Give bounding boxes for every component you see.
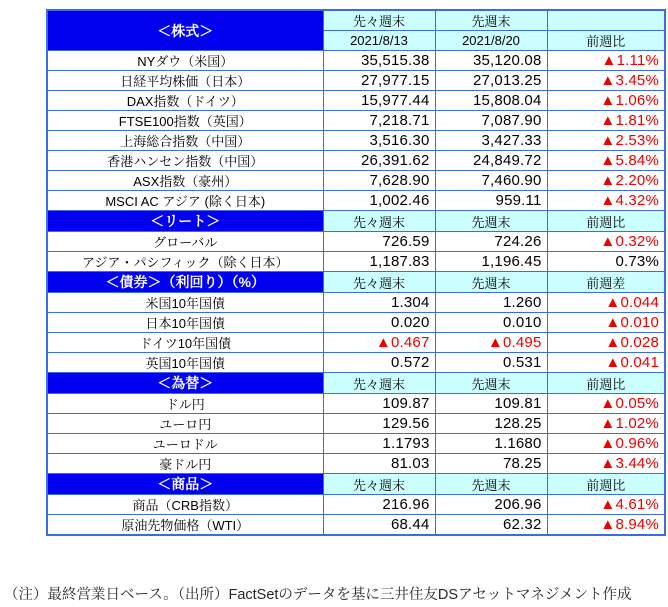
table-row bbox=[47, 293, 665, 313]
last-week-value: 0.531 bbox=[435, 353, 547, 373]
instrument-label: 日本10年国債 bbox=[47, 313, 323, 333]
table-row bbox=[47, 333, 665, 353]
table-row bbox=[47, 111, 665, 131]
last-week-value: 206.96 bbox=[435, 495, 547, 515]
prev-week-value: 1,187.83 bbox=[323, 252, 435, 272]
column-header-prev-week: 先々週末 bbox=[323, 10, 435, 31]
change-value: ▲0.010 bbox=[547, 313, 665, 333]
section-header-row bbox=[47, 10, 665, 31]
change-value: ▲0.32% bbox=[547, 232, 665, 252]
table-row bbox=[47, 353, 665, 373]
column-header-prev-week: 先々週末 bbox=[323, 474, 435, 495]
column-header-last-week: 先週末 bbox=[435, 272, 547, 293]
table-row bbox=[47, 171, 665, 191]
change-value: ▲2.20% bbox=[547, 171, 665, 191]
section-title: ＜為替＞ bbox=[47, 373, 323, 394]
prev-week-value: 0.020 bbox=[323, 313, 435, 333]
prev-week-value: 726.59 bbox=[323, 232, 435, 252]
instrument-label: 原油先物価格（WTI） bbox=[47, 515, 323, 536]
change-value: ▲8.94% bbox=[547, 515, 665, 536]
column-header-last-week: 先週末 bbox=[435, 373, 547, 394]
last-week-value: 27,013.25 bbox=[435, 71, 547, 91]
prev-week-value: 3,516.30 bbox=[323, 131, 435, 151]
table-row bbox=[47, 51, 665, 71]
change-value: ▲2.53% bbox=[547, 131, 665, 151]
prev-week-value: 27,977.15 bbox=[323, 71, 435, 91]
table-row bbox=[47, 232, 665, 252]
instrument-label: DAX指数（ドイツ） bbox=[47, 91, 323, 111]
table-row bbox=[47, 515, 665, 536]
last-week-value: 1.260 bbox=[435, 293, 547, 313]
column-header-change: 前週差 bbox=[547, 272, 665, 293]
last-week-date: 2021/8/20 bbox=[435, 31, 547, 51]
column-header-change: 前週比 bbox=[547, 373, 665, 394]
last-week-value: 1.1680 bbox=[435, 434, 547, 454]
instrument-label: ドル円 bbox=[47, 394, 323, 414]
instrument-label: 豪ドル円 bbox=[47, 454, 323, 474]
column-header-change: 前週比 bbox=[547, 211, 665, 232]
instrument-label: 上海総合指数（中国） bbox=[47, 131, 323, 151]
instrument-label: 商品（CRB指数） bbox=[47, 495, 323, 515]
instrument-label: NYダウ（米国） bbox=[47, 51, 323, 71]
table-row bbox=[47, 313, 665, 333]
instrument-label: ユーロドル bbox=[47, 434, 323, 454]
column-header-spacer bbox=[547, 10, 665, 31]
change-value: ▲0.044 bbox=[547, 293, 665, 313]
section-header-row bbox=[47, 474, 665, 495]
last-week-value: ▲0.495 bbox=[435, 333, 547, 353]
section-header-row bbox=[47, 373, 665, 394]
prev-week-value: 7,218.71 bbox=[323, 111, 435, 131]
table-row bbox=[47, 394, 665, 414]
change-value: 0.73% bbox=[547, 252, 665, 272]
last-week-value: 959.11 bbox=[435, 191, 547, 211]
change-value: ▲5.84% bbox=[547, 151, 665, 171]
last-week-value: 62.32 bbox=[435, 515, 547, 536]
last-week-value: 15,808.04 bbox=[435, 91, 547, 111]
column-header-prev-week: 先々週末 bbox=[323, 272, 435, 293]
prev-week-value: 15,977.44 bbox=[323, 91, 435, 111]
table-row bbox=[47, 91, 665, 111]
prev-week-value: 1.1793 bbox=[323, 434, 435, 454]
table-row bbox=[47, 151, 665, 171]
prev-week-value: 216.96 bbox=[323, 495, 435, 515]
instrument-label: アジア・パシフィック（除く日本） bbox=[47, 252, 323, 272]
prev-week-value: 0.572 bbox=[323, 353, 435, 373]
column-header-prev-week: 先々週末 bbox=[323, 373, 435, 394]
instrument-label: グローバル bbox=[47, 232, 323, 252]
last-week-value: 0.010 bbox=[435, 313, 547, 333]
prev-week-value: 81.03 bbox=[323, 454, 435, 474]
last-week-value: 128.25 bbox=[435, 414, 547, 434]
table-row bbox=[47, 495, 665, 515]
last-week-value: 3,427.33 bbox=[435, 131, 547, 151]
instrument-label: FTSE100指数（英国） bbox=[47, 111, 323, 131]
last-week-value: 1,196.45 bbox=[435, 252, 547, 272]
section-header-row bbox=[47, 211, 665, 232]
change-value: ▲4.61% bbox=[547, 495, 665, 515]
last-week-value: 78.25 bbox=[435, 454, 547, 474]
table-row bbox=[47, 131, 665, 151]
change-value: ▲0.028 bbox=[547, 333, 665, 353]
instrument-label: ドイツ10年国債 bbox=[47, 333, 323, 353]
source-note: （注）最終営業日ベース。（出所）FactSetのデータを基に三井住友DSアセットマネジメント作成 bbox=[4, 587, 632, 603]
prev-week-value: 109.87 bbox=[323, 394, 435, 414]
prev-week-value: ▲0.467 bbox=[323, 333, 435, 353]
change-value: ▲1.02% bbox=[547, 414, 665, 434]
section-title: ＜株式＞ bbox=[47, 10, 323, 51]
change-value: ▲3.44% bbox=[547, 454, 665, 474]
table-row bbox=[47, 414, 665, 434]
table-row bbox=[47, 434, 665, 454]
instrument-label: 英国10年国債 bbox=[47, 353, 323, 373]
change-value: ▲0.96% bbox=[547, 434, 665, 454]
last-week-value: 109.81 bbox=[435, 394, 547, 414]
instrument-label: MSCI AC アジア (除く日本) bbox=[47, 191, 323, 211]
table-row bbox=[47, 71, 665, 91]
section-title: ＜債券＞（利回り）（%） bbox=[47, 272, 323, 293]
market-table-body bbox=[47, 10, 665, 535]
market-summary-table bbox=[46, 9, 666, 536]
prev-week-value: 68.44 bbox=[323, 515, 435, 536]
last-week-value: 35,120.08 bbox=[435, 51, 547, 71]
section-title: ＜リート＞ bbox=[47, 211, 323, 232]
instrument-label: 日経平均株価（日本） bbox=[47, 71, 323, 91]
instrument-label: 米国10年国債 bbox=[47, 293, 323, 313]
prev-week-value: 7,628.90 bbox=[323, 171, 435, 191]
column-header-change: 前週比 bbox=[547, 474, 665, 495]
column-header-last-week: 先週末 bbox=[435, 211, 547, 232]
change-value: ▲3.45% bbox=[547, 71, 665, 91]
column-header-last-week: 先週末 bbox=[435, 10, 547, 31]
prev-week-value: 26,391.62 bbox=[323, 151, 435, 171]
section-header-row bbox=[47, 272, 665, 293]
last-week-value: 7,087.90 bbox=[435, 111, 547, 131]
instrument-label: ASX指数（豪州） bbox=[47, 171, 323, 191]
instrument-label: ユーロ円 bbox=[47, 414, 323, 434]
change-value: ▲1.06% bbox=[547, 91, 665, 111]
table-row bbox=[47, 454, 665, 474]
instrument-label: 香港ハンセン指数（中国） bbox=[47, 151, 323, 171]
change-value: ▲0.05% bbox=[547, 394, 665, 414]
section-title: ＜商品＞ bbox=[47, 474, 323, 495]
last-week-value: 724.26 bbox=[435, 232, 547, 252]
prev-week-value: 129.56 bbox=[323, 414, 435, 434]
last-week-value: 7,460.90 bbox=[435, 171, 547, 191]
column-header-change: 前週比 bbox=[547, 31, 665, 51]
table-row bbox=[47, 191, 665, 211]
change-value: ▲0.041 bbox=[547, 353, 665, 373]
prev-week-value: 1,002.46 bbox=[323, 191, 435, 211]
prev-week-value: 35,515.38 bbox=[323, 51, 435, 71]
prev-week-date: 2021/8/13 bbox=[323, 31, 435, 51]
column-header-last-week: 先週末 bbox=[435, 474, 547, 495]
last-week-value: 24,849.72 bbox=[435, 151, 547, 171]
table-row bbox=[47, 252, 665, 272]
change-value: ▲4.32% bbox=[547, 191, 665, 211]
change-value: ▲1.81% bbox=[547, 111, 665, 131]
prev-week-value: 1.304 bbox=[323, 293, 435, 313]
change-value: ▲1.11% bbox=[547, 51, 665, 71]
column-header-prev-week: 先々週末 bbox=[323, 211, 435, 232]
